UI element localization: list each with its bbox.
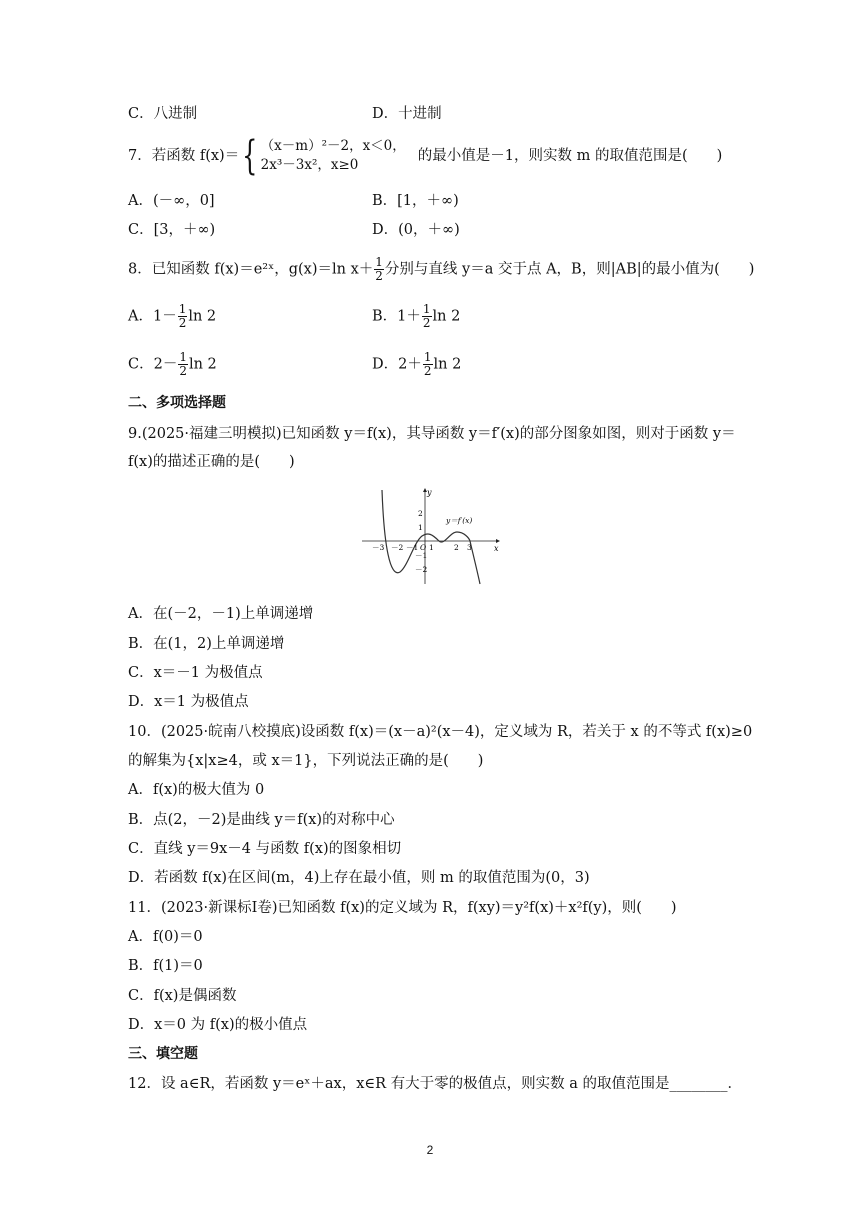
q11-option-a: A．f(0)＝0 [128, 929, 203, 945]
q8-option-c: C．2－ $\frac{1}{2}$ ln 2 [128, 350, 217, 378]
page-number: 2 [426, 1143, 434, 1157]
q10-line-2: 的解集为{x|x≥4，或 x＝1}，下列说法正确的是( ) [128, 753, 484, 769]
derivative-graph [360, 486, 500, 586]
section-heading-multiple-choice: 二、多项选择题 [128, 395, 226, 411]
q7-suffix: 的最小值是－1，则实数 m 的取值范围是( ) [417, 148, 723, 164]
q9-line-2: f(x)的描述正确的是( ) [128, 454, 295, 470]
question-7 [128, 133, 723, 179]
question-12: 12．设 a∈R，若函数 y＝eˣ＋ax，x∈R 有大于零的极值点，则实数 a 的取值范围是________． [128, 1076, 743, 1092]
x-axis-label: x [494, 544, 499, 553]
q11-line-1: 11．(2023·新课标Ⅰ卷)已知函数 f(x)的定义域为 R，f(xy)＝y²f(x)＋x²f(y)，则( ) [128, 900, 677, 916]
section-heading-fill-in: 三、填空题 [128, 1046, 198, 1062]
q10-option-c: C．直线 y＝9x－4 与函数 f(x)的图象相切 [128, 841, 402, 857]
tick-x-neg1: －1 [406, 543, 419, 552]
q8-option-a: A．1－ $\frac{1}{2}$ ln 2 [128, 302, 217, 330]
q6-option-d: D．十进制 [372, 106, 442, 122]
fraction: $\frac{1}{2}$ [375, 255, 383, 283]
q6-option-c: C．八进制 [128, 106, 198, 122]
q9-line-1: 9.(2025·福建三明模拟)已知函数 y＝f(x)，其导函数 y＝f′(x)的部分图象如图，则对于函数 y＝ [128, 426, 736, 442]
tick-y-neg2: －2 [415, 565, 428, 574]
tick-y-1: 1 [418, 523, 423, 532]
tick-x-3: 3 [467, 543, 472, 552]
q9-option-a: A．在(－2，－1)上单调递增 [128, 606, 314, 622]
q10-option-b: B．点(2，－2)是曲线 y＝f(x)的对称中心 [128, 812, 395, 828]
tick-y-neg1: －1 [415, 551, 428, 560]
q8-part-2: 分别与直线 y＝a 交于点 A，B，则|AB|的最小值为( ) [384, 261, 755, 278]
q9-option-c: C．x＝－1 为极值点 [128, 665, 263, 681]
q11-option-d: D．x＝0 为 f(x)的极小值点 [128, 1017, 308, 1033]
y-axis-label: y [427, 488, 432, 497]
q11-option-b: B．f(1)＝0 [128, 958, 203, 974]
q7-piecewise [261, 137, 406, 175]
q8-part-1: 8．已知函数 f(x)＝e²ˣ，g(x)＝ln x＋ [128, 261, 374, 278]
q11-option-c: C．f(x)是偶函数 [128, 988, 237, 1004]
tick-x-neg3: －3 [372, 543, 385, 552]
q10-option-a: A．f(x)的极大值为 0 [128, 782, 265, 798]
q8-option-d: D．2＋ $\frac{1}{2}$ ln 2 [372, 350, 462, 378]
q8-option-b: B．1＋ $\frac{1}{2}$ ln 2 [372, 302, 461, 330]
q10-line-1: 10．(2025·皖南八校摸底)设函数 f(x)＝(x－a)²(x－4)，定义域为 R，若关于 x 的不等式 f(x)≥0 [128, 724, 753, 740]
x-axis-arrow [496, 539, 500, 543]
tick-x-neg2: －2 [391, 543, 404, 552]
curve-label: y＝f′(x) [446, 516, 473, 525]
q7-option-a: A．(－∞，0] [128, 193, 215, 209]
derivative-curve [382, 490, 480, 584]
origin-label: O [420, 543, 427, 552]
q7-option-c: C．[3，＋∞) [128, 222, 216, 238]
brace: { [242, 133, 258, 179]
q10-option-d: D．若函数 f(x)在区间(m，4)上存在最小值，则 m 的取值范围为(0，3) [128, 870, 590, 886]
q7-prefix: 7．若函数 f(x)＝ [128, 148, 240, 164]
q9-option-d: D．x＝1 为极值点 [128, 694, 249, 710]
tick-y-2: 2 [418, 509, 423, 518]
question-8 [128, 256, 754, 283]
q7-case-1: （x－m）²－2，x＜0， [260, 138, 406, 154]
tick-x-2: 2 [454, 543, 459, 552]
q7-option-b: B．[1，＋∞) [372, 193, 459, 209]
q7-option-d: D．(0，＋∞) [372, 222, 460, 238]
tick-x-1: 1 [429, 543, 434, 552]
q9-option-b: B．在(1，2)上单调递增 [128, 636, 285, 652]
q7-case-2: 2x³－3x²，x≥0 [260, 157, 359, 173]
